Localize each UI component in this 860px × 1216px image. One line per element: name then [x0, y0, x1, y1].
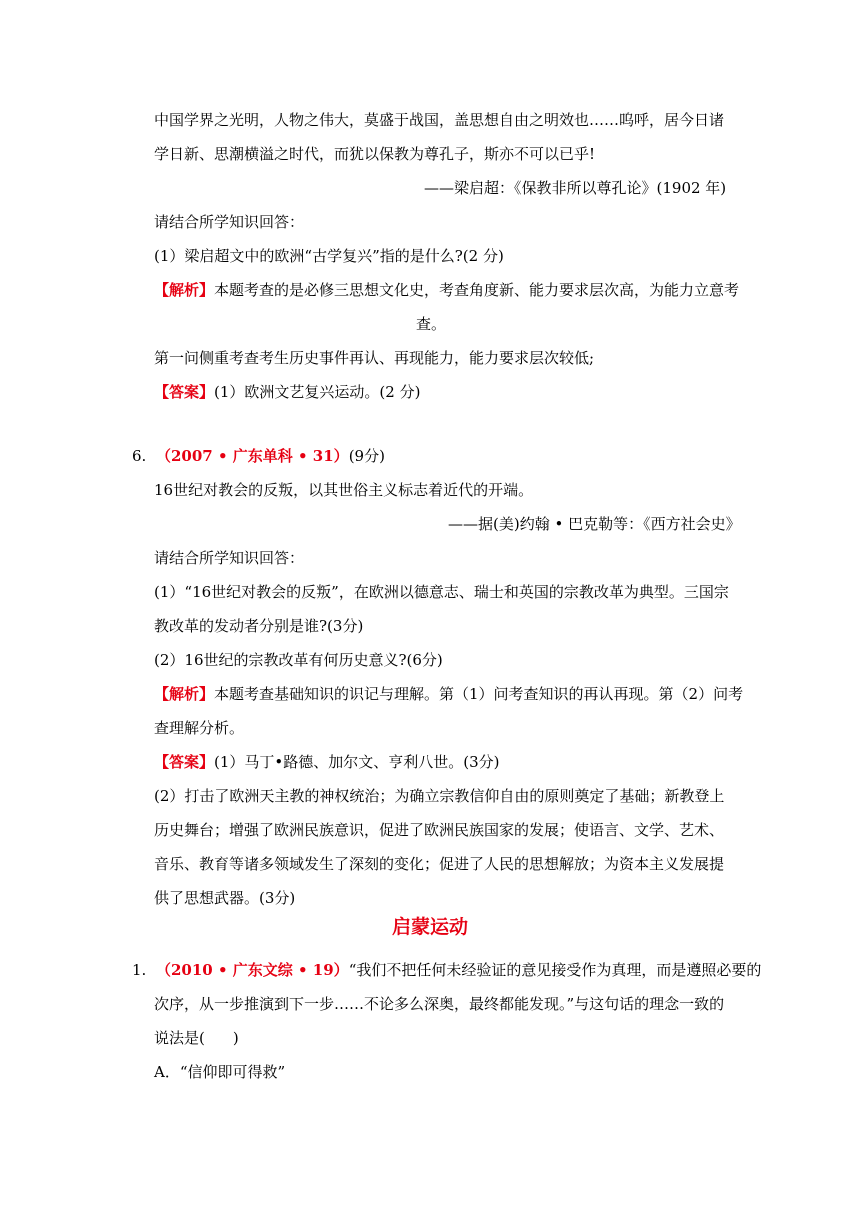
- analysis-tag: 【解析】: [154, 685, 215, 703]
- q1b-source-tag: （2010 • 广东文综 • 19）: [156, 961, 349, 979]
- answer-tag: 【答案】: [154, 383, 215, 401]
- q6-quote: 16世纪对教会的反叛，以其世俗主义标志着近代的开端。: [154, 481, 534, 499]
- q6-number: 6.: [132, 447, 147, 465]
- q1b-text: “我们不把任何未经验证的意见接受作为真理，而是遵照必要的: [348, 961, 762, 979]
- section-heading: 启蒙运动: [391, 916, 468, 938]
- q6-analysis-line-1: [154, 684, 743, 704]
- q6-question-1-line-2: 教改革的发动者分别是谁?(3分): [154, 617, 364, 635]
- q6-answer-line-2: (2）打击了欧洲天主教的神权统治；为确立宗教信仰自由的原则奠定了基础；新教登上: [154, 787, 725, 805]
- q1b-line-3-suffix: ): [232, 1029, 239, 1047]
- q6-points: (9分): [348, 447, 385, 465]
- q6-answer-line-5: 供了思想武器。(3分): [154, 889, 296, 907]
- q6-analysis-line-2: 查理解分析。: [154, 719, 245, 737]
- analysis-text: 本题考查基础知识的识记与理解。第（1）问考查知识的再认再现。第（2）问考: [214, 685, 744, 703]
- q6-source-tag: （2007 • 广东单科 • 31）: [156, 447, 349, 465]
- answer-tag: 【答案】: [154, 753, 215, 771]
- answer-text: (1）欧洲文艺复兴运动。(2 分): [214, 383, 421, 401]
- intro-question-1: (1）梁启超文中的欧洲“古学复兴”指的是什么?(2 分): [154, 247, 504, 265]
- analysis-tag: 【解析】: [154, 281, 215, 299]
- q1b-line-1: [132, 960, 761, 980]
- intro-line-2: 学日新、思潮横溢之时代，而犹以保教为尊孔子，斯亦不可以已乎!: [154, 145, 596, 163]
- intro-source: ——梁启超：《保教非所以尊孔论》(1902 年): [424, 179, 727, 197]
- answer-text: (1）马丁•路德、加尔文、亨利八世。(3分): [214, 753, 500, 771]
- q1b-line-2: 次序，从一步推演到下一步……不论多么深奥，最终都能发现。”与这句话的理念一致的: [154, 995, 725, 1013]
- intro-prompt: 请结合所学知识回答：: [154, 213, 305, 231]
- q6-answer-line-1: [154, 752, 500, 772]
- q6-answer-line-4: 音乐、教育等诸多领域发生了深刻的变化；促进了人民的思想解放；为资本主义发展提: [154, 855, 725, 873]
- q1b-line-3-prefix: 说法是(: [154, 1029, 205, 1047]
- q6-question-1-line-1: (1）“16世纪对教会的反叛”，在欧洲以德意志、瑞士和英国的宗教改革为典型。三国宗: [154, 583, 729, 601]
- intro-analysis-line-3: 第一问侧重考查考生历史事件再认、再现能力，能力要求层次较低;: [154, 349, 595, 367]
- intro-analysis-line-2: 查。: [416, 315, 447, 333]
- q1b-line-3: [154, 1028, 239, 1048]
- q6-question-2: (2）16世纪的宗教改革有何历史意义?(6分): [154, 651, 443, 669]
- q6-header: [132, 446, 385, 466]
- intro-answer: [154, 382, 420, 402]
- intro-analysis-line-1: [154, 280, 739, 300]
- analysis-text: 本题考查的是必修三思想文化史，考查角度新、能力要求层次高，为能力立意考: [214, 281, 740, 299]
- q6-answer-line-3: 历史舞台；增强了欧洲民族意识，促进了欧洲民族国家的发展；使语言、文学、艺术、: [154, 821, 725, 839]
- intro-line-1: 中国学界之光明，人物之伟大，莫盛于战国，盖思想自由之明效也……呜呼，居今日诸: [154, 111, 725, 129]
- q6-quote-source: ——据(美)约翰 • 巴克勒等：《西方社会史》: [448, 515, 741, 533]
- q1b-number: 1.: [132, 961, 147, 979]
- q6-prompt: 请结合所学知识回答：: [154, 549, 305, 567]
- q1b-option-a: A．“信仰即可得救”: [154, 1063, 286, 1081]
